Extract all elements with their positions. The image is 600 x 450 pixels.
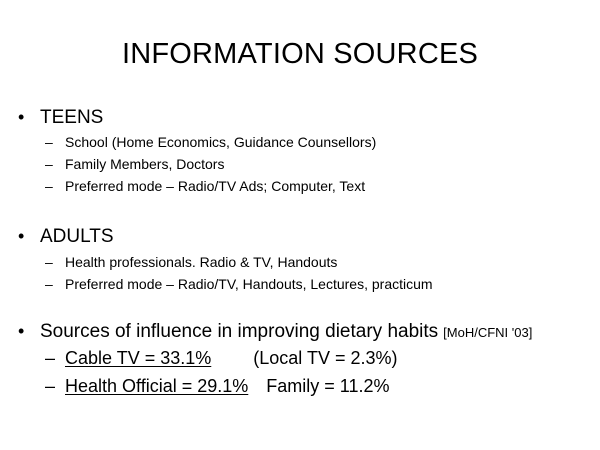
citation: [MoH/CFNI '03]	[443, 325, 533, 340]
stat-primary: Cable TV = 33.1%	[65, 348, 212, 368]
dash-icon: –	[45, 276, 53, 292]
bullet-icon: •	[18, 107, 25, 127]
stat-row-1	[45, 348, 398, 369]
stat-secondary: Family = 11.2%	[266, 376, 390, 396]
dash-icon: –	[45, 376, 56, 396]
dash-icon: –	[45, 254, 53, 270]
dash-icon: –	[45, 178, 53, 194]
stat-primary: Health Official = 29.1%	[65, 376, 249, 396]
dash-icon: –	[45, 156, 53, 172]
sub-item-text: Preferred mode – Radio/TV, Handouts, Lectures, practicum	[65, 276, 433, 292]
sub-item-teens-3	[45, 178, 365, 194]
bullet-teens	[18, 107, 103, 129]
dash-icon: –	[45, 134, 53, 150]
bullet-sources-of-influence	[18, 321, 532, 343]
sub-item-text: School (Home Economics, Guidance Counsellors)	[65, 134, 377, 150]
stat-secondary: (Local TV = 2.3%)	[253, 348, 398, 368]
dash-icon: –	[45, 348, 56, 368]
sub-item-teens-2	[45, 156, 224, 172]
sub-item-adults-1	[45, 254, 337, 270]
bullet-icon: •	[18, 226, 25, 246]
sub-item-adults-2	[45, 276, 433, 292]
bullet-heading-sources: Sources of influence in improving dietary habits	[40, 321, 439, 342]
bullet-heading-adults: ADULTS	[40, 226, 114, 247]
bullet-adults	[18, 226, 114, 248]
bullet-heading-teens: TEENS	[40, 107, 104, 128]
sub-item-text: Health professionals. Radio & TV, Handouts	[65, 254, 338, 270]
sub-item-text: Preferred mode – Radio/TV Ads; Computer, Text	[65, 178, 366, 194]
bullet-icon: •	[18, 321, 25, 341]
sub-item-text: Family Members, Doctors	[65, 156, 225, 172]
sub-item-teens-1	[45, 134, 376, 150]
slide-title: INFORMATION SOURCES	[121, 38, 479, 70]
stat-row-2	[45, 376, 390, 397]
